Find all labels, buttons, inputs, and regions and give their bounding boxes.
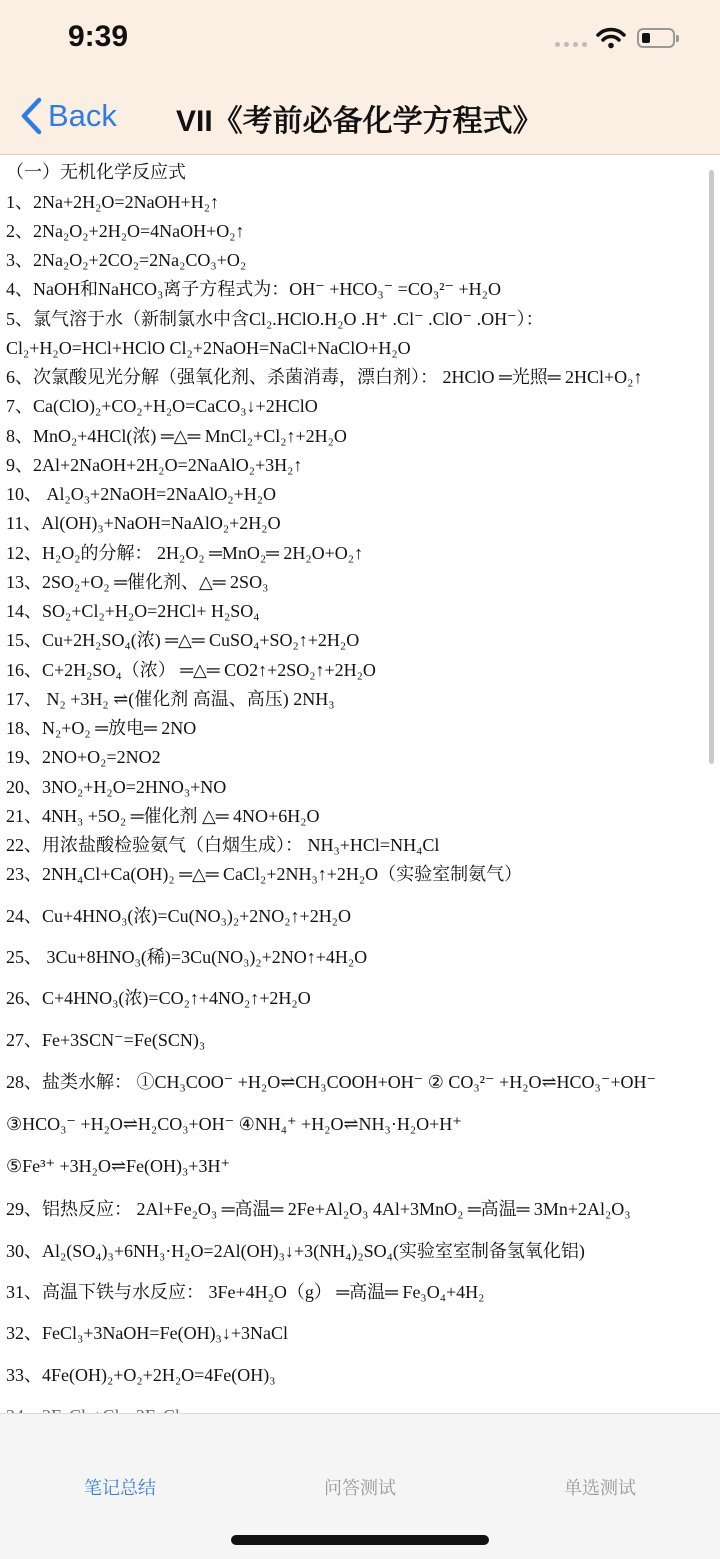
equation-line: 30、Al₂(SO₄)₃+6NH₃·H₂O=2Al(OH)₃↓+3(NH₄)₂SO₄(实验室室制备氢氧化铝) [6, 1241, 585, 1261]
equation-line: 27、Fe+3SCN⁻=Fe(SCN)₃ [6, 1030, 206, 1050]
equation-line: 28、盐类水解： ①CH₃COO⁻ +H₂O⇌CH₃COOH+OH⁻ ② CO₃²⁻ +H₂O⇌HCO₃⁻+OH⁻ [6, 1072, 656, 1092]
equation-line: 19、2NO+O₂=2NO2 [6, 747, 161, 767]
tab-notes[interactable]: 笔记总结 [84, 1478, 156, 1498]
equation-line: 29、铝热反应： 2Al+Fe₂O₃ ═高温═ 2Fe+Al₂O₃ 4Al+3MnO₂ ═高温═ 3Mn+2Al₂O₃ [6, 1199, 631, 1219]
equation-line: 23、2NH₄Cl+Ca(OH)₂ ═△═ CaCl₂+2NH₃↑+2H₂O（实验室制氨气） [6, 864, 523, 884]
scrollbar[interactable] [709, 170, 714, 764]
status-time: 9:39 [68, 20, 129, 53]
section-header: （一）无机化学反应式 [6, 162, 186, 182]
equation-line: 9、2Al+2NaOH+2H₂O=2NaAlO₂+3H₂↑ [6, 455, 303, 475]
battery-icon [637, 28, 675, 48]
equation-line: 15、Cu+2H₂SO₄(浓) ═△═ CuSO₄+SO₂↑+2H₂O [6, 630, 360, 650]
equation-line: 31、高温下铁与水反应： 3Fe+4H₂O（g） ═高温═ Fe₃O₄+4H₂ [6, 1282, 485, 1302]
nav-bar [0, 80, 720, 155]
equation-line: 11、Al(OH)₃+NaOH=NaAlO₂+2H₂O [6, 513, 281, 533]
back-label: Back [48, 98, 117, 133]
equation-line: 5、氯气溶于水（新制氯水中含Cl₂.HClO.H₂O .H⁺ .Cl⁻ .ClO⁻ .OH⁻）： [6, 309, 544, 329]
equation-line: 21、4NH₃ +5O₂ ═催化剂 △═ 4NO+6H₂O [6, 806, 320, 826]
equation-line: 20、3NO₂+H₂O=2HNO₃+NO [6, 777, 227, 797]
equation-line: 25、 3Cu+8HNO₃(稀)=3Cu(NO₃)₂+2NO↑+4H₂O [6, 947, 368, 967]
equation-line: ⑤Fe³⁺ +3H₂O⇌Fe(OH)₃+3H⁺ [6, 1156, 230, 1176]
equation-line: 18、N₂+O₂ ═放电═ 2NO [6, 718, 197, 738]
page-title: VII《考前必备化学方程式》 [176, 105, 543, 138]
equation-line: 26、C+4HNO₃(浓)=CO₂↑+4NO₂↑+2H₂O [6, 988, 311, 1008]
wifi-icon [596, 27, 626, 49]
equation-line: 4、NaOH和NaHCO₃离子方程式为：OH⁻ +HCO₃⁻ =CO₃²⁻ +H₂O [6, 279, 501, 299]
chevron-left-icon [20, 97, 42, 135]
tab-qa-test[interactable]: 问答测试 [324, 1478, 396, 1498]
equation-line: 2、2Na₂O₂+2H₂O=4NaOH+O₂↑ [6, 221, 245, 241]
equation-line: 32、FeCl₃+3NaOH=Fe(OH)₃↓+3NaCl [6, 1323, 288, 1343]
tab-single-choice-test[interactable]: 单选测试 [564, 1478, 636, 1498]
equation-line: 14、SO₂+Cl₂+H₂O=2HCl+ H₂SO₄ [6, 601, 260, 621]
equation-line: 16、C+2H₂SO₄（浓） ═△═ CO2↑+2SO₂↑+2H₂O [6, 660, 376, 680]
equation-line: ③HCO₃⁻ +H₂O⇌H₂CO₃+OH⁻ ④NH₄⁺ +H₂O⇌NH₃·H₂O+H⁺ [6, 1114, 462, 1134]
equation-line: 8、MnO₂+4HCl(浓) ═△═ MnCl₂+Cl₂↑+2H₂O [6, 426, 347, 446]
equation-line: 1、2Na+2H₂O=2NaOH+H₂↑ [6, 192, 219, 212]
equation-line: 3、2Na₂O₂+2CO₂=2Na₂CO₃+O₂ [6, 250, 247, 270]
equation-line: 7、Ca(ClO)₂+CO₂+H₂O=CaCO₃↓+2HClO [6, 396, 318, 416]
signal-icon [555, 42, 587, 47]
equation-line: 17、 N₂ +3H₂ ⇌(催化剂 高温、高压) 2NH₃ [6, 689, 335, 709]
equation-line: 6、次氯酸见光分解（强氧化剂、杀菌消毒，漂白剂）： 2HClO ═光照═ 2HCl+O₂↑ [6, 367, 643, 387]
back-button[interactable] [20, 94, 117, 138]
equation-line: 24、Cu+4HNO₃(浓)=Cu(NO₃)₂+2NO₂↑+2H₂O [6, 906, 351, 926]
status-bar [0, 0, 720, 80]
equation-line: 22、用浓盐酸检验氨气（白烟生成）： NH₃+HCl=NH₄Cl [6, 835, 440, 855]
home-indicator[interactable] [231, 1535, 489, 1545]
note-content[interactable] [0, 155, 720, 1413]
equation-line: 33、4Fe(OH)₂+O₂+2H₂O=4Fe(OH)₃ [6, 1365, 276, 1385]
equation-line: 13、2SO₂+O₂ ═催化剂、△═ 2SO₃ [6, 572, 269, 592]
equation-line: 12、H₂O₂的分解： 2H₂O₂ ═MnO₂═ 2H₂O+O₂↑ [6, 543, 364, 563]
equation-line: Cl₂+H₂O=HCl+HClO Cl₂+2NaOH=NaCl+NaClO+H₂O [6, 338, 411, 358]
equation-line: 10、 Al₂O₃+2NaOH=2NaAlO₂+H₂O [6, 484, 277, 504]
